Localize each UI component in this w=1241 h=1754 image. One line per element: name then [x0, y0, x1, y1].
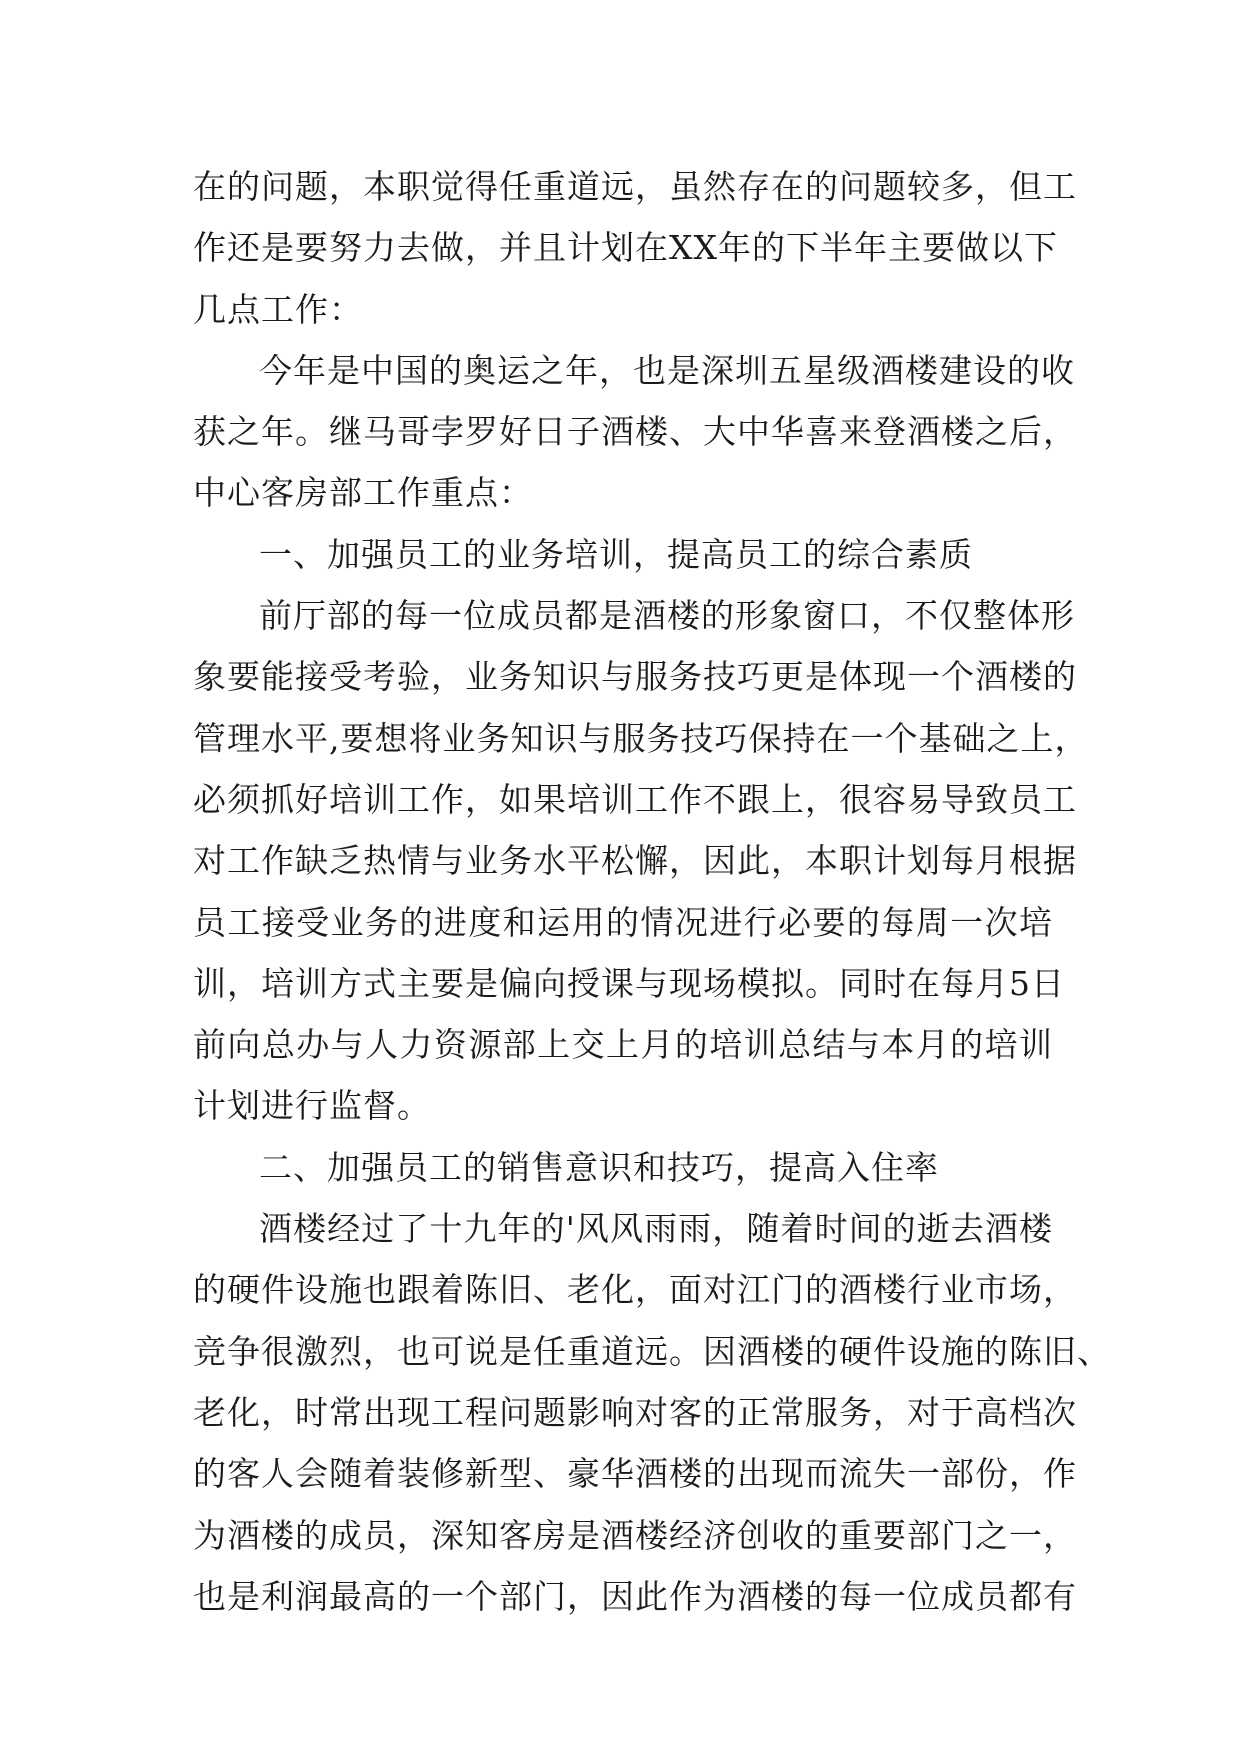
text-line: 前向总办与人力资源部上交上月的培训总结与本月的培训 [193, 1025, 1053, 1065]
text-line: 必须抓好培训工作，如果培训工作不跟上，很容易导致员工 [193, 779, 1077, 819]
text-line: 训，培训方式主要是偏向授课与现场模拟。同时在每月5日 [193, 963, 1065, 1003]
text-line: 老化，时常出现工程问题影响对客的正常服务，对于高档次 [193, 1392, 1077, 1432]
text-line: 也是利润最高的一个部门，因此作为酒楼的每一位成员都有 [193, 1576, 1077, 1616]
text-line: 计划进行监督。 [193, 1086, 431, 1126]
text-line: 对工作缺乏热情与业务水平松懈，因此，本职计划每月根据 [193, 841, 1077, 881]
document-body [193, 156, 1111, 1627]
text-line: 几点工作： [193, 289, 363, 329]
text-line: 为酒楼的成员，深知客房是酒楼经济创收的重要部门之一， [193, 1515, 1077, 1555]
text-line: 在的问题，本职觉得任重道远，虽然存在的问题较多，但工 [193, 167, 1077, 206]
text-line: 竞争很激烈，也可说是任重道远。因酒楼的硬件设施的陈旧、 [193, 1331, 1111, 1371]
text-line: 的客人会随着装修新型、豪华酒楼的出现而流失一部份，作 [193, 1454, 1077, 1494]
text-line: 酒楼经过了十九年的'风风雨雨，随着时间的逝去酒楼 [259, 1209, 1053, 1249]
text-line: 今年是中国的奥运之年，也是深圳五星级酒楼建设的收 [259, 350, 1075, 390]
section-heading: 一、加强员工的业务培训，提高员工的综合素质 [259, 534, 973, 574]
section-heading: 二、加强员工的销售意识和技巧，提高入住率 [259, 1147, 939, 1187]
text-line: 管理水平,要想将业务知识与服务技巧保持在一个基础之上， [193, 718, 1089, 758]
text-line: 作还是要努力去做，并且计划在XX年的下半年主要做以下 [193, 228, 1058, 268]
text-line: 获之年。继马哥孛罗好日子酒楼、大中华喜来登酒楼之后， [193, 412, 1077, 452]
text-line: 前厅部的每一位成员都是酒楼的形象窗口，不仅整体形 [259, 596, 1075, 636]
text-line: 的硬件设施也跟着陈旧、老化，面对江门的酒楼行业市场， [193, 1270, 1077, 1310]
text-line: 中心客房部工作重点： [193, 473, 533, 513]
text-line: 员工接受业务的进度和运用的情况进行必要的每周一次培 [193, 902, 1053, 942]
text-line: 象要能接受考验，业务知识与服务技巧更是体现一个酒楼的 [193, 657, 1077, 697]
